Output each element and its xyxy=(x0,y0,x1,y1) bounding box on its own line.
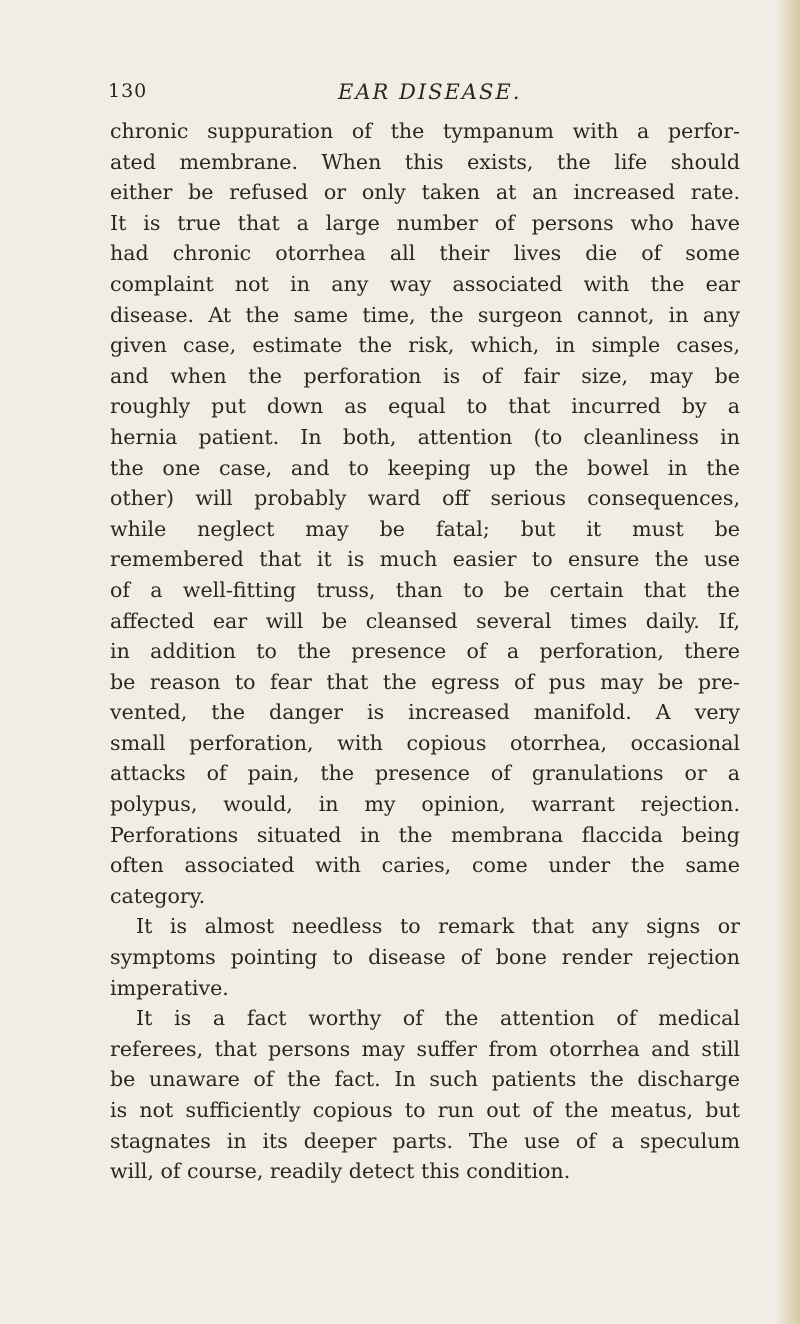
page-edge-shadow xyxy=(776,0,800,1324)
text-line: stagnates in its deeper parts. The use of a speculum xyxy=(110,1128,740,1153)
text-line: given case, estimate the risk, which, in simple cases, xyxy=(110,333,740,358)
text-line: vented, the danger is increased manifold. A very xyxy=(110,700,740,725)
text-line: remembered that it is much easier to ensure the use xyxy=(110,547,740,572)
text-line: chronic suppuration of the tympanum with a perfor- xyxy=(110,119,740,143)
text-line: attacks of pain, the presence of granulations or a xyxy=(110,761,740,786)
text-line: referees, that persons may suffer from otorrhea and still xyxy=(110,1036,740,1061)
text-line: had chronic otorrhea all their lives die of some xyxy=(110,241,740,266)
text-line: small perforation, with copious otorrhea, occasional xyxy=(110,730,740,755)
running-head: EAR DISEASE. xyxy=(338,80,522,104)
text-line: It is almost needless to remark that any signs or xyxy=(136,914,740,939)
text-line: will, of course, readily detect this condition. xyxy=(110,1159,571,1184)
text-line: the one case, and to keeping up the bowel in the xyxy=(110,455,740,480)
text-line: affected ear will be cleansed several times daily. If, xyxy=(110,608,740,633)
text-line: while neglect may be fatal; but it must be xyxy=(110,516,740,541)
text-line: It is a fact worthy of the attention of medical xyxy=(136,1006,740,1031)
text-line: and when the perforation is of fair size, may be xyxy=(110,363,740,388)
text-line: be reason to fear that the egress of pus may be pre- xyxy=(110,669,740,694)
text-line: often associated with caries, come under the same xyxy=(110,853,740,878)
text-line: It is true that a large number of persons who have xyxy=(110,210,740,235)
text-line: hernia patient. In both, attention (to cleanliness in xyxy=(110,424,740,449)
text-line: disease. At the same time, the surgeon cannot, in any xyxy=(110,302,740,327)
text-line: ated membrane. When this exists, the life should xyxy=(110,149,740,174)
text-line: complaint not in any way associated with the ear xyxy=(110,271,740,296)
text-line: be unaware of the fact. In such patients the discharge xyxy=(110,1067,740,1092)
page-header xyxy=(0,80,800,110)
text-line: is not sufficiently copious to run out of the meatus, but xyxy=(110,1098,740,1122)
text-line: other) will probably ward off serious consequences, xyxy=(110,486,740,511)
text-line: imperative. xyxy=(110,975,229,1000)
body-text xyxy=(110,116,740,1187)
text-line: of a well-fitting truss, than to be certain that the xyxy=(110,577,740,602)
text-line: symptoms pointing to disease of bone render rejection xyxy=(110,945,740,970)
page-number: 130 xyxy=(108,80,148,102)
text-line: category. xyxy=(110,883,206,908)
text-line: in addition to the presence of a perforation, there xyxy=(110,639,740,664)
text-line: roughly put down as equal to that incurred by a xyxy=(110,394,740,419)
text-line: polypus, would, in my opinion, warrant rejection. xyxy=(110,792,740,817)
text-line: Perforations situated in the membrana flaccida being xyxy=(110,822,740,847)
text-line: either be refused or only taken at an increased rate. xyxy=(110,180,740,205)
